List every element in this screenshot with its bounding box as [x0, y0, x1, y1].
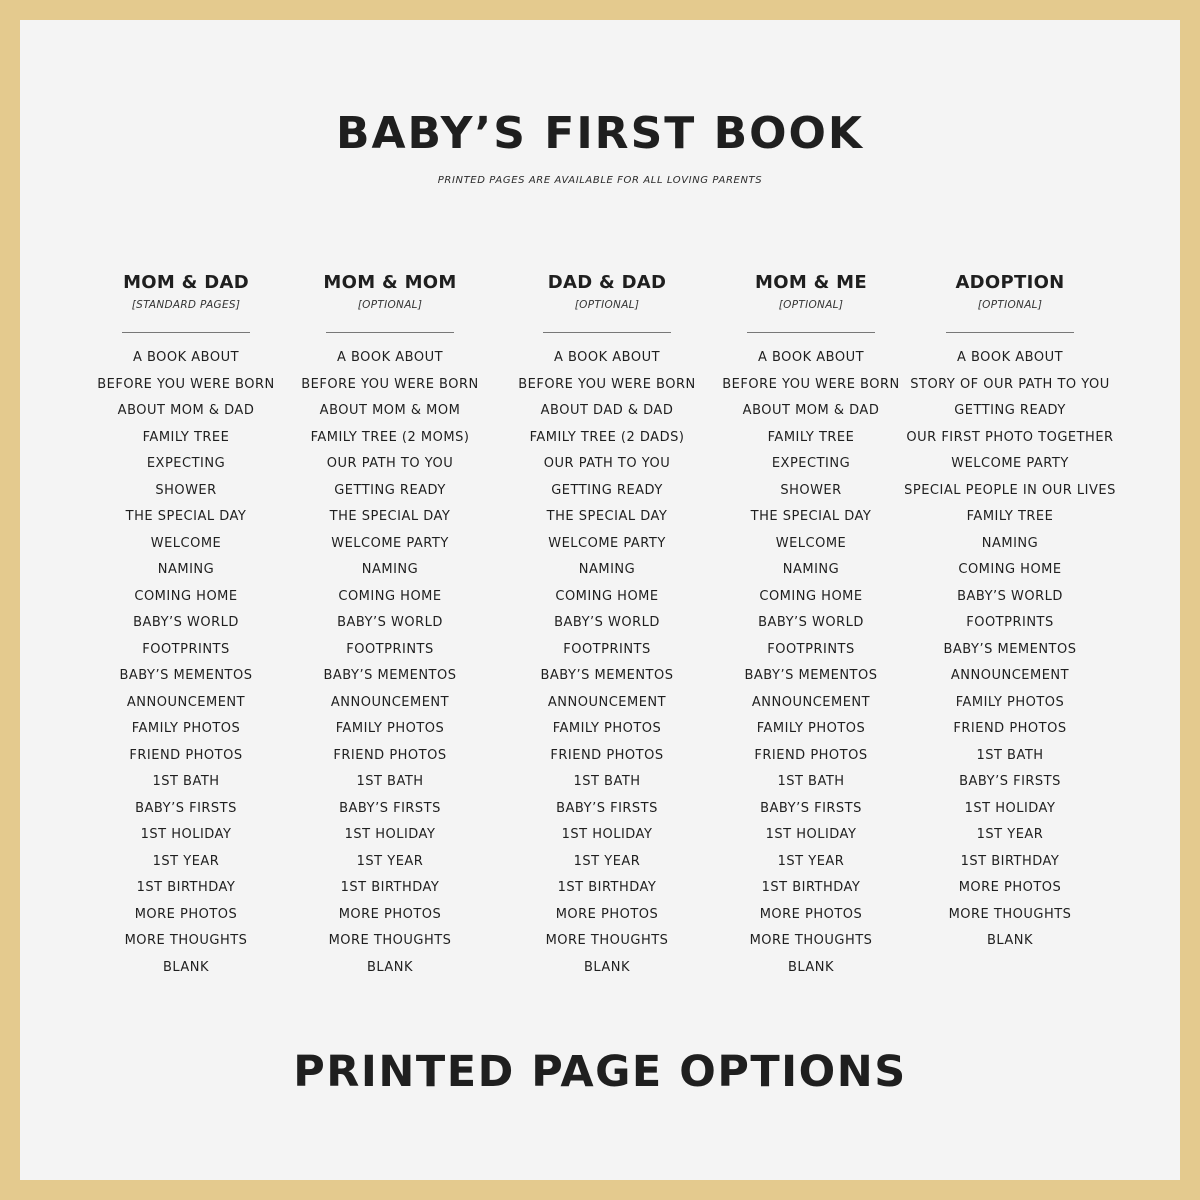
footer-title: PRINTED PAGE OPTIONS — [293, 1047, 907, 1097]
page-item: BABY’S WORLD — [337, 615, 443, 630]
page-item: NAMING — [157, 562, 215, 577]
page-item: 1ST BATH — [573, 774, 641, 789]
page-item: NAMING — [361, 562, 419, 577]
page-item: FOOTPRINTS — [142, 641, 230, 657]
column-title: MOM & ME — [755, 272, 867, 293]
page-item: BEFORE YOU WERE BORN — [518, 376, 696, 392]
column-divider — [122, 332, 250, 333]
page-item: THE SPECIAL DAY — [750, 509, 872, 524]
page-list — [900, 345, 1120, 955]
page-item: ABOUT DAD & DAD — [540, 403, 674, 418]
page-item: 1ST YEAR — [356, 853, 424, 869]
page-item: FAMILY PHOTOS — [131, 721, 241, 736]
page-item: FOOTPRINTS — [563, 641, 651, 657]
page-item: ANNOUNCEMENT — [547, 694, 667, 710]
page-item: BABY’S MEMENTOS — [744, 668, 878, 683]
page-item: BLANK — [986, 933, 1034, 948]
page-item: FOOTPRINTS — [346, 641, 434, 657]
page-item: SHOWER — [155, 482, 217, 498]
page-item: ANNOUNCEMENT — [751, 694, 871, 710]
page-item: 1ST YEAR — [152, 853, 220, 869]
column-divider — [543, 332, 671, 333]
page-item: MORE THOUGHTS — [328, 933, 452, 948]
page-item: 1ST BIRTHDAY — [340, 880, 440, 895]
page-item: MORE PHOTOS — [134, 906, 238, 922]
page-item: NAMING — [578, 562, 636, 577]
column-title: MOM & DAD — [123, 272, 249, 293]
page-item: A BOOK ABOUT — [757, 350, 865, 365]
column-note: [STANDARD PAGES] — [131, 299, 241, 311]
page-item: FAMILY PHOTOS — [335, 721, 445, 736]
page-item: GETTING READY — [954, 403, 1066, 418]
page-item: ANNOUNCEMENT — [330, 694, 450, 710]
page-item: FOOTPRINTS — [966, 615, 1054, 630]
page-item: 1ST HOLIDAY — [344, 827, 436, 842]
page-item: 1ST YEAR — [573, 853, 641, 869]
page-subtitle: PRINTED PAGES ARE AVAILABLE FOR ALL LOVING PARENTS — [437, 175, 763, 186]
page-item: 1ST BIRTHDAY — [136, 880, 236, 895]
page-item: MORE THOUGHTS — [124, 933, 248, 948]
page-item: ABOUT MOM & DAD — [742, 403, 880, 418]
page-item: THE SPECIAL DAY — [125, 509, 247, 524]
column-note: [OPTIONAL] — [574, 299, 640, 311]
page-item: ABOUT MOM & DAD — [117, 403, 255, 418]
page-item: BABY’S MEMENTOS — [323, 668, 457, 683]
page-item: MORE PHOTOS — [759, 906, 863, 922]
page-item: BABY’S FIRSTS — [135, 800, 237, 816]
page-item: 1ST BIRTHDAY — [960, 853, 1060, 869]
page-item: MORE PHOTOS — [958, 880, 1062, 895]
page-item: SHOWER — [780, 482, 842, 498]
page-item: GETTING READY — [551, 482, 663, 498]
page-title: BABY’S FIRST BOOK — [335, 108, 865, 159]
page-item: WELCOME — [775, 535, 847, 551]
page-item: BEFORE YOU WERE BORN — [97, 376, 275, 392]
column-mom-me — [701, 268, 921, 981]
page-item: BABY’S MEMENTOS — [943, 641, 1077, 657]
page-item: BABY’S MEMENTOS — [119, 668, 253, 683]
page-item: 1ST HOLIDAY — [765, 827, 857, 842]
page-item: ANNOUNCEMENT — [950, 668, 1070, 683]
page-item: BLANK — [787, 959, 835, 975]
page-item: ANNOUNCEMENT — [126, 694, 246, 710]
column-title: MOM & MOM — [323, 272, 457, 293]
page-item: 1ST BATH — [356, 774, 424, 789]
page-item: WELCOME — [150, 535, 222, 551]
page-item: EXPECTING — [771, 456, 851, 471]
page-item: 1ST YEAR — [777, 853, 845, 869]
page-item: A BOOK ABOUT — [956, 350, 1064, 365]
page-item: FAMILY TREE (2 DADS) — [529, 429, 685, 445]
column-divider — [326, 332, 454, 333]
page-item: 1ST HOLIDAY — [561, 827, 653, 842]
page-item: BABY’S WORLD — [758, 615, 864, 630]
page-item: MORE PHOTOS — [555, 906, 659, 922]
page-item: OUR PATH TO YOU — [326, 456, 454, 471]
column-note: [OPTIONAL] — [357, 299, 423, 311]
page-item: BABY’S WORLD — [554, 615, 660, 630]
page-item: 1ST BATH — [777, 774, 845, 789]
page-item: FOOTPRINTS — [767, 641, 855, 657]
page-item: BEFORE YOU WERE BORN — [722, 376, 900, 392]
page-item: 1ST YEAR — [976, 827, 1044, 842]
page-item: BABY’S FIRSTS — [339, 800, 441, 816]
page-item: A BOOK ABOUT — [132, 350, 240, 365]
page-list — [76, 345, 296, 981]
page-item: FRIEND PHOTOS — [333, 747, 447, 763]
page-item: BABY’S WORLD — [133, 615, 239, 630]
page-item: A BOOK ABOUT — [553, 350, 661, 365]
column-adoption — [900, 268, 1120, 955]
column-mom-dad — [76, 268, 296, 981]
page-item: A BOOK ABOUT — [336, 350, 444, 365]
page-item: 1ST HOLIDAY — [964, 800, 1056, 816]
page-item: 1ST BIRTHDAY — [761, 880, 861, 895]
page-item: 1ST HOLIDAY — [140, 827, 232, 842]
page-item: FRIEND PHOTOS — [550, 747, 664, 763]
page-item: COMING HOME — [759, 588, 863, 604]
page-item: WELCOME PARTY — [951, 456, 1069, 471]
page-item: COMING HOME — [555, 588, 659, 604]
page-item: 1ST BATH — [976, 747, 1044, 763]
column-mom-mom — [280, 268, 500, 981]
page-item: MORE THOUGHTS — [948, 906, 1072, 922]
page-item: SPECIAL PEOPLE IN OUR LIVES — [904, 482, 1116, 498]
column-divider — [747, 332, 875, 333]
page-item: WELCOME PARTY — [548, 535, 666, 551]
page-item: GETTING READY — [334, 482, 446, 498]
page-item: MORE PHOTOS — [338, 906, 442, 922]
page-list — [701, 345, 921, 981]
page-item: NAMING — [981, 535, 1039, 551]
page-item: OUR FIRST PHOTO TOGETHER — [906, 429, 1114, 445]
page-item: FRIEND PHOTOS — [129, 747, 243, 763]
page-item: BLANK — [583, 959, 631, 975]
page-item: WELCOME PARTY — [331, 535, 449, 551]
page-item: BLANK — [366, 959, 414, 975]
column-divider — [946, 332, 1074, 333]
column-note: [OPTIONAL] — [977, 299, 1043, 311]
page-item: FAMILY TREE — [142, 429, 230, 445]
page-item: BABY’S WORLD — [957, 588, 1063, 604]
page-item: COMING HOME — [958, 562, 1062, 577]
page-item: BABY’S FIRSTS — [556, 800, 658, 816]
page-list — [280, 345, 500, 981]
page-item: FAMILY PHOTOS — [955, 694, 1065, 710]
page-item: BEFORE YOU WERE BORN — [301, 376, 479, 392]
page-item: 1ST BATH — [152, 774, 220, 789]
page-item: 1ST BIRTHDAY — [557, 880, 657, 895]
page-item: FAMILY TREE — [767, 429, 855, 445]
column-title: ADOPTION — [955, 272, 1065, 293]
page-item: FAMILY TREE — [966, 509, 1054, 524]
page-item: FAMILY PHOTOS — [552, 721, 662, 736]
page-item: FRIEND PHOTOS — [754, 747, 868, 763]
page-list — [497, 345, 717, 981]
page-item: STORY OF OUR PATH TO YOU — [910, 376, 1110, 392]
page-item: MORE THOUGHTS — [545, 933, 669, 948]
page-item: FAMILY TREE (2 MOMS) — [310, 429, 470, 445]
page-item: OUR PATH TO YOU — [543, 456, 671, 471]
page-item: THE SPECIAL DAY — [546, 509, 668, 524]
page-item: BABY’S MEMENTOS — [540, 668, 674, 683]
page-item: COMING HOME — [134, 588, 238, 604]
page-item: EXPECTING — [146, 456, 226, 471]
page-item: BABY’S FIRSTS — [760, 800, 862, 816]
page-item: THE SPECIAL DAY — [329, 509, 451, 524]
page-item: BLANK — [162, 959, 210, 975]
page-item: FAMILY PHOTOS — [756, 721, 866, 736]
page-item: BABY’S FIRSTS — [959, 774, 1061, 789]
page-item: MORE THOUGHTS — [749, 933, 873, 948]
page-item: ABOUT MOM & MOM — [319, 403, 461, 418]
page-item: COMING HOME — [338, 588, 442, 604]
page-item: FRIEND PHOTOS — [953, 721, 1067, 736]
column-title: DAD & DAD — [547, 272, 667, 293]
column-dad-dad — [497, 268, 717, 981]
page-item: NAMING — [782, 562, 840, 577]
column-note: [OPTIONAL] — [778, 299, 844, 311]
